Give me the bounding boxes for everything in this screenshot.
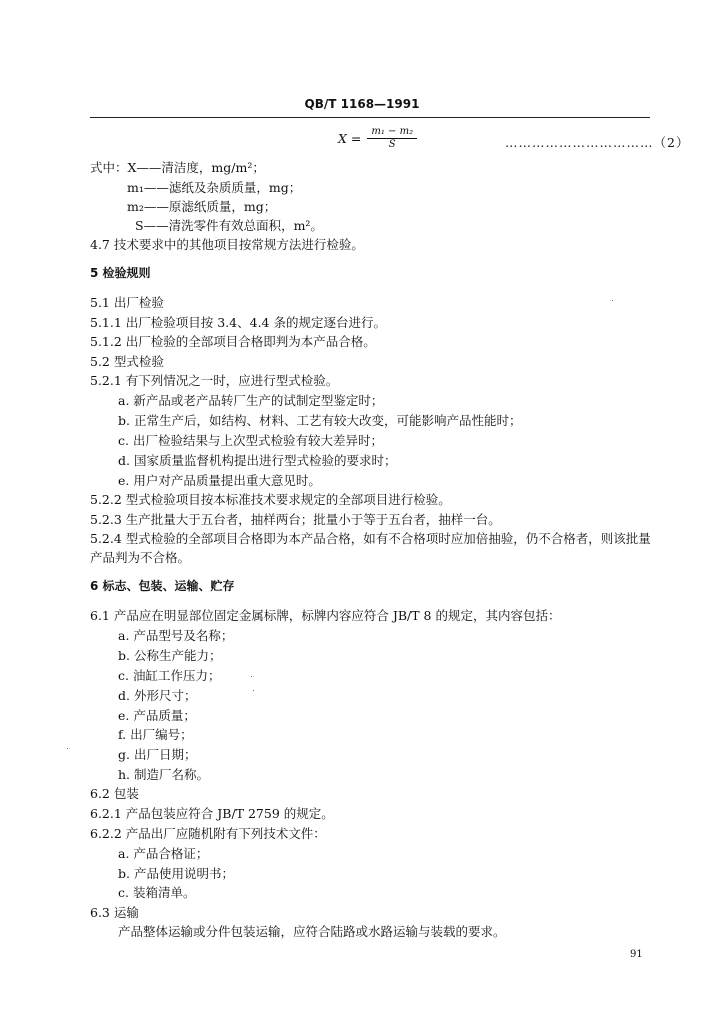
clause-6-1: 6.1 产品应在明显部位固定金属标牌，标牌内容应符合 JB/T 8 的规定，其内容包括： bbox=[90, 608, 561, 623]
formula-legend-m1: m₁——滤纸及杂质质量，mg； bbox=[127, 180, 302, 195]
clause-5-1-1: 5.1.1 出厂检验项目按 3.4、4.4 条的规定逐台进行。 bbox=[90, 315, 386, 330]
clause-5-1: 5.1 出厂检验 bbox=[90, 295, 164, 310]
page-number: 91 bbox=[630, 949, 643, 960]
list-item: b. 正常生产后，如结构、材料、工艺有较大改变，可能影响产品性能时； bbox=[118, 413, 522, 428]
section-heading-5: 5 检验规则 bbox=[90, 266, 151, 280]
formula-legend-m2: m₂——原滤纸质量，mg； bbox=[127, 199, 277, 214]
clause-5-2-3: 5.2.3 生产批量大于五台者，抽样两台；批量小于等于五台者，抽样一台。 bbox=[90, 512, 501, 527]
scan-speck bbox=[67, 748, 68, 749]
list-item: b. 产品使用说明书； bbox=[118, 866, 234, 881]
list-item: a. 新产品或老产品转厂生产的试制定型鉴定时； bbox=[118, 393, 384, 408]
list-item: b. 公称生产能力； bbox=[118, 648, 222, 663]
clause-4-7: 4.7 技术要求中的其他项目按常规方法进行检验。 bbox=[90, 237, 364, 252]
standard-code-header: QB/T 1168—1991 bbox=[304, 97, 420, 111]
clause-5-2-2: 5.2.2 型式检验项目按本标准技术要求规定的全部项目进行检验。 bbox=[90, 492, 451, 507]
clause-6-2-2: 6.2.2 产品出厂应随机附有下列技术文件： bbox=[90, 826, 326, 841]
list-item: e. 产品质量； bbox=[118, 708, 196, 723]
formula-legend-x: 式中：X——清洁度，mg/m²； bbox=[90, 160, 265, 175]
equation-number: ……………………………（2） bbox=[505, 135, 690, 150]
formula-numerator: m₁ − m₂ bbox=[367, 126, 417, 139]
formula bbox=[338, 126, 417, 151]
list-item: d. 国家质量监督机构提出进行型式检验的要求时； bbox=[118, 453, 397, 468]
list-item: c. 装箱清单。 bbox=[118, 885, 196, 900]
list-item: c. 出厂检验结果与上次型式检验有较大差异时； bbox=[118, 433, 383, 448]
clause-6-2-1: 6.2.1 产品包装应符合 JB/T 2759 的规定。 bbox=[90, 806, 334, 821]
formula-lhs: X = bbox=[338, 131, 362, 146]
clause-6-2: 6.2 包装 bbox=[90, 786, 139, 801]
formula-fraction bbox=[367, 126, 417, 151]
formula-denominator: S bbox=[388, 139, 396, 150]
list-item: d. 外形尺寸； bbox=[118, 688, 197, 703]
clause-5-2: 5.2 型式检验 bbox=[90, 354, 164, 369]
clause-5-2-1: 5.2.1 有下列情况之一时，应进行型式检验。 bbox=[90, 373, 339, 388]
clause-5-1-2: 5.1.2 出厂检验的全部项目合格即判为本产品合格。 bbox=[90, 334, 376, 349]
clause-5-2-4: 5.2.4 型式检验的全部项目合格即为本产品合格，如有不合格项时应加倍抽验，仍不合格者，则该批量 bbox=[90, 531, 651, 546]
formula-legend-s: S——清洗零件有效总面积，m²。 bbox=[135, 218, 323, 233]
list-item: a. 产品型号及名称； bbox=[118, 628, 234, 643]
clause-6-3: 6.3 运输 bbox=[90, 905, 139, 920]
scan-speck bbox=[612, 300, 613, 301]
list-item: c. 油缸工作压力； bbox=[118, 668, 221, 683]
list-item: a. 产品合格证； bbox=[118, 846, 209, 861]
list-item: h. 制造厂名称。 bbox=[118, 767, 209, 782]
section-heading-6: 6 标志、包装、运输、贮存 bbox=[90, 579, 235, 593]
list-item: f. 出厂编号； bbox=[118, 727, 193, 742]
clause-6-3-text: 产品整体运输或分件包装运输，应符合陆路或水路运输与装载的要求。 bbox=[118, 924, 506, 939]
scan-speck bbox=[253, 690, 254, 691]
list-item: e. 用户对产品质量提出重大意见时。 bbox=[118, 473, 321, 488]
header-rule bbox=[90, 117, 650, 118]
scan-speck bbox=[251, 676, 252, 677]
list-item: g. 出厂日期； bbox=[118, 747, 197, 762]
clause-5-2-4-continued: 产品判为不合格。 bbox=[90, 550, 191, 565]
